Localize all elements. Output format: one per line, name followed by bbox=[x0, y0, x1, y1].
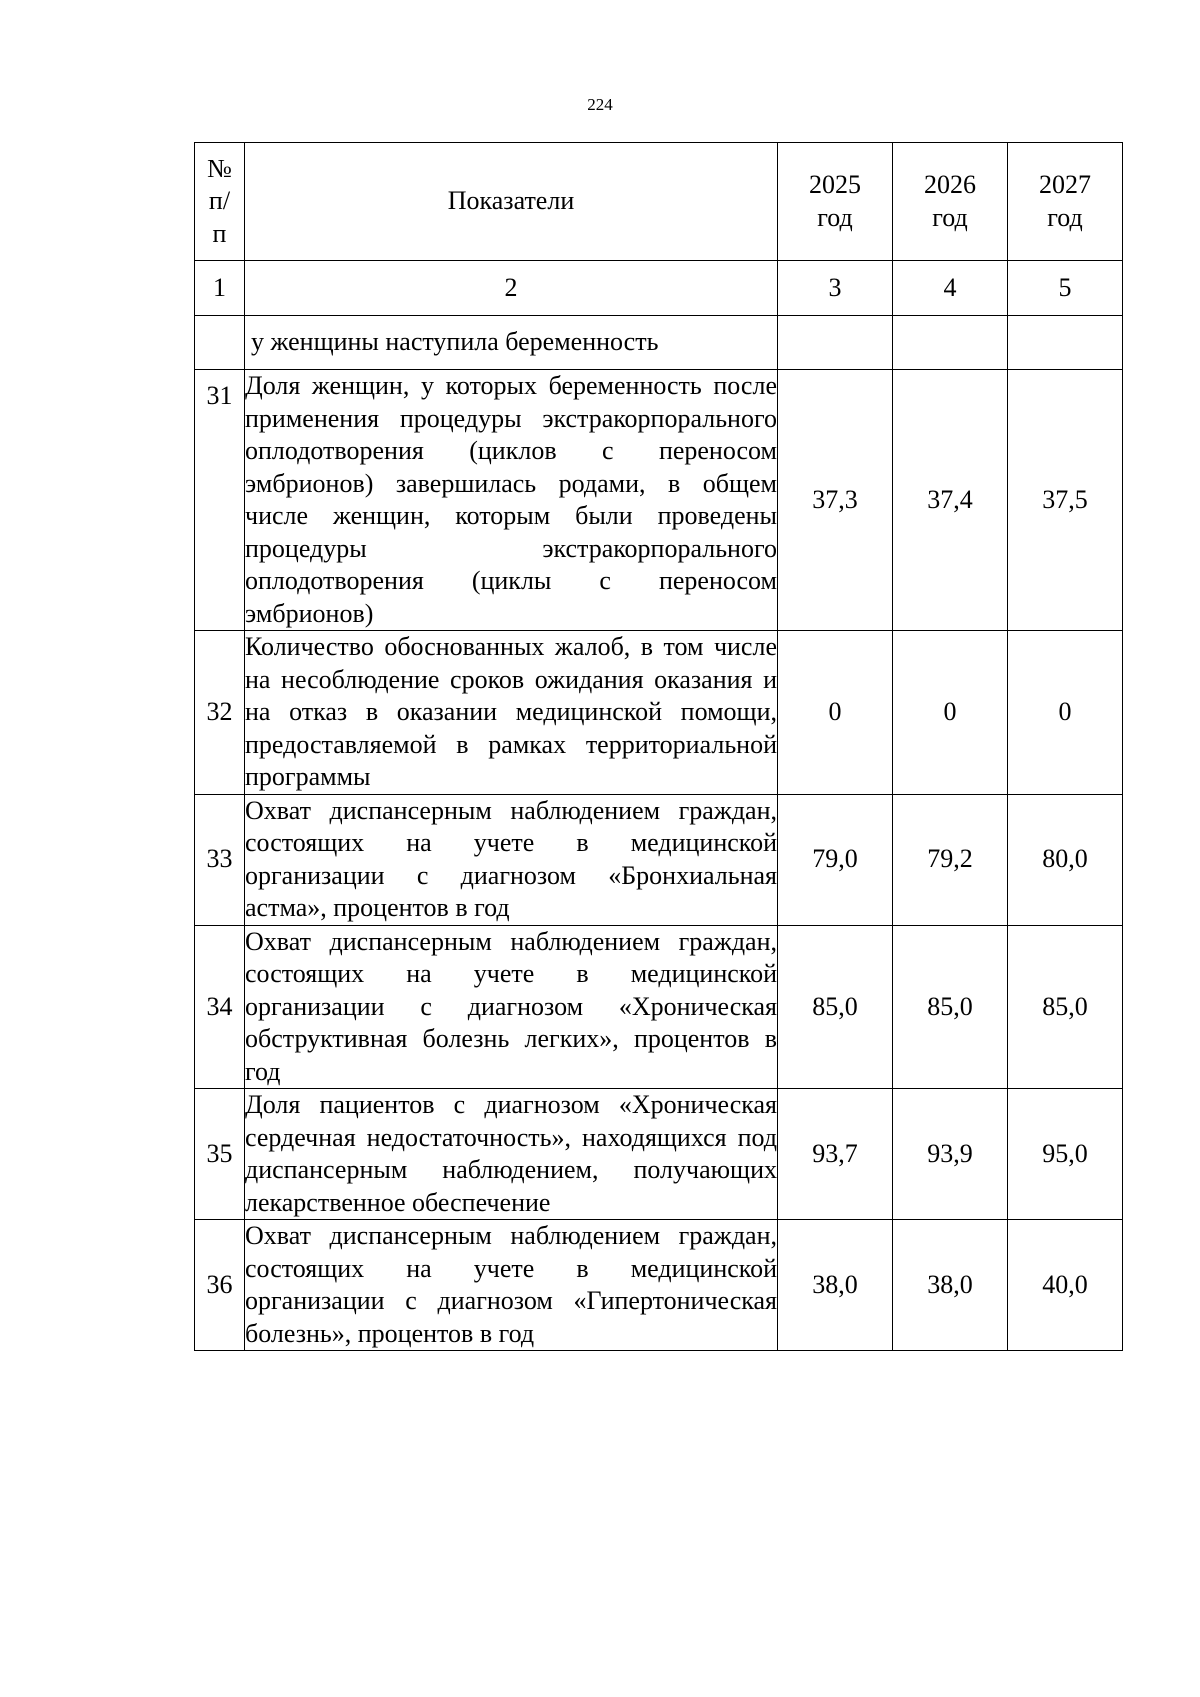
row-number bbox=[195, 316, 245, 370]
row-value-2026: 37,4 bbox=[893, 370, 1008, 631]
row-value-2026: 85,0 bbox=[893, 925, 1008, 1089]
row-value-2026: 38,0 bbox=[893, 1220, 1008, 1351]
column-index: 5 bbox=[1008, 261, 1123, 316]
row-value-2026: 79,2 bbox=[893, 794, 1008, 925]
row-value-2026 bbox=[893, 316, 1008, 370]
row-value-2027: 0 bbox=[1008, 631, 1123, 795]
row-value-2025: 93,7 bbox=[778, 1089, 893, 1220]
header-year-2027: 2027 год bbox=[1008, 143, 1123, 261]
row-indicator: Охват диспансерным наблюдением граждан, состоящих на учете в медицинской организации с диагнозом «Хроническая обструктивная болезнь легких», процентов в год bbox=[245, 925, 778, 1089]
row-number: 34 bbox=[195, 925, 245, 1089]
row-value-2026: 93,9 bbox=[893, 1089, 1008, 1220]
row-indicator: Охват диспансерным наблюдением граждан, состоящих на учете в медицинской организации с диагнозом «Бронхиальная астма», процентов в год bbox=[245, 794, 778, 925]
column-index-row bbox=[195, 261, 1123, 316]
column-index: 1 bbox=[195, 261, 245, 316]
header-indicators: Показатели bbox=[245, 143, 778, 261]
indicators-table bbox=[194, 142, 1123, 1351]
row-indicator: Доля пациентов с диагнозом «Хроническая сердечная недостаточность», находящихся под диспансерным наблюдением, получающих лекарственное обеспечение bbox=[245, 1089, 778, 1220]
row-number: 33 bbox=[195, 794, 245, 925]
row-number: 31 bbox=[195, 370, 245, 631]
row-value-2026: 0 bbox=[893, 631, 1008, 795]
table-header-row bbox=[195, 143, 1123, 261]
row-value-2027: 85,0 bbox=[1008, 925, 1123, 1089]
table-row bbox=[195, 925, 1123, 1089]
row-indicator: у женщины наступила беременность bbox=[245, 316, 778, 370]
row-value-2027: 80,0 bbox=[1008, 794, 1123, 925]
row-number: 36 bbox=[195, 1220, 245, 1351]
row-value-2025: 0 bbox=[778, 631, 893, 795]
row-value-2025: 38,0 bbox=[778, 1220, 893, 1351]
row-value-2025: 79,0 bbox=[778, 794, 893, 925]
header-year-2026: 2026 год bbox=[893, 143, 1008, 261]
row-indicator: Количество обоснованных жалоб, в том числе на несоблюдение сроков ожидания оказания и на отказ в оказании медицинской помощи, предоставляемой в рамках территориальной программы bbox=[245, 631, 778, 795]
table-row bbox=[195, 631, 1123, 795]
column-index: 4 bbox=[893, 261, 1008, 316]
row-value-2025: 37,3 bbox=[778, 370, 893, 631]
row-value-2025 bbox=[778, 316, 893, 370]
row-number: 35 bbox=[195, 1089, 245, 1220]
table-row bbox=[195, 370, 1123, 631]
row-indicator: Охват диспансерным наблюдением граждан, состоящих на учете в медицинской организации с диагнозом «Гипертоническая болезнь», процентов в год bbox=[245, 1220, 778, 1351]
row-indicator: Доля женщин, у которых беременность после применения процедуры экстракорпорального оплодотворения (циклов с переносом эмбрионов) завершилась родами, в общем числе женщин, которым были проведены процедуры экстракорпорального оплодотворения (циклы с переносом эмбрионов) bbox=[245, 370, 778, 631]
table-row bbox=[195, 794, 1123, 925]
column-index: 2 bbox=[245, 261, 778, 316]
header-year-2025: 2025 год bbox=[778, 143, 893, 261]
table-row bbox=[195, 316, 1123, 370]
row-number: 32 bbox=[195, 631, 245, 795]
page-number: 224 bbox=[587, 95, 613, 114]
header-number: № п/ п bbox=[195, 143, 245, 261]
row-value-2025: 85,0 bbox=[778, 925, 893, 1089]
row-value-2027: 95,0 bbox=[1008, 1089, 1123, 1220]
table-row bbox=[195, 1220, 1123, 1351]
row-value-2027: 40,0 bbox=[1008, 1220, 1123, 1351]
row-value-2027: 37,5 bbox=[1008, 370, 1123, 631]
table-row bbox=[195, 1089, 1123, 1220]
row-value-2027 bbox=[1008, 316, 1123, 370]
column-index: 3 bbox=[778, 261, 893, 316]
